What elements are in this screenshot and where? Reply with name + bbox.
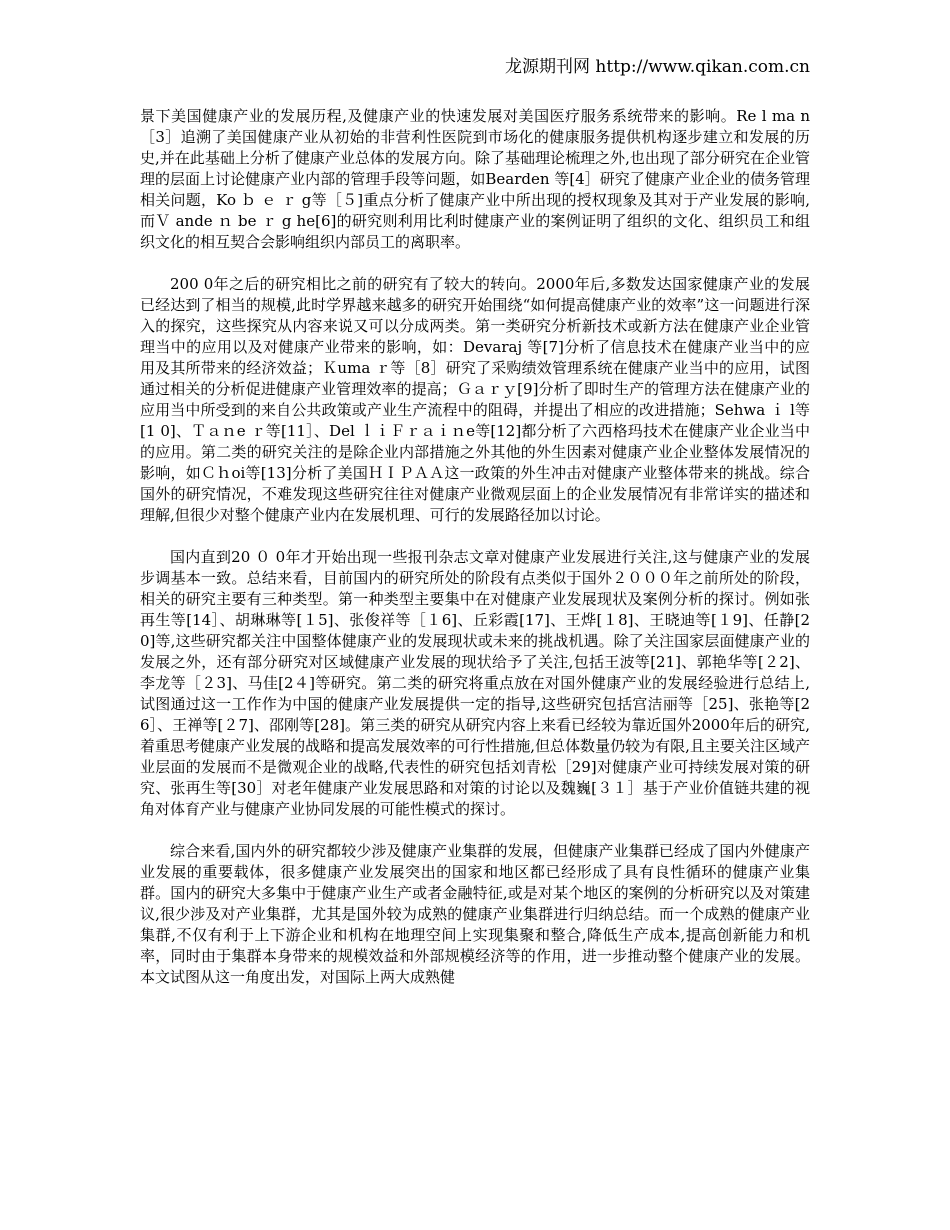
paragraph-4: 综合来看,国内外的研究都较少涉及健康产业集群的发展，但健康产业集群已经成了国内外健康产业发展的重要载体，很多健康产业发展突出的国家和地区都已经形成了具有良性循环的健康产业集群。国内的研究大多集中于健康产业生产或者金融特征,或是对某个地区的案例的分析研究以及对策建议,很少涉及对产业集群，尤其是国外较为成熟的健康产业集群进行归纳总结。而一个成熟的健康产业集群,不仅有利于上下游企业和机构在地理空间上实现集聚和整合,降低生产成本,提高创新能力和机率，同时由于集群本身带来的规模效益和外部规模经济等的作用，进一步推动整个健康产业的发展。本文试图从这一角度出发，对国际上两大成熟健 xyxy=(140,842,810,986)
article-body xyxy=(140,106,810,1009)
paragraph-1: 景下美国健康产业的发展历程,及健康产业的快速发展对美国医疗服务系统带来的影响。Re l ma n［3］追溯了美国健康产业从初始的非营利性医院到市场化的健康服务提供机构逐步建立和发展的历史,并在此基础上分析了健康产业总体的发展方向。除了基础理论梳理之外,也出现了部分研究在企业管理的层面上讨论健康产业内部的管理手段等问题，如Bearden 等[4］研究了健康产业企业的债务管理相关问题，Ko ｂ ｅ ｒ g等［５]重点分析了健康产业中所出现的授权现象及其对于产业发展的影响,而Ｖ ande ｎ be ｒ g he[6]的研究则利用比利时健康产业的案例证明了组织的文化、组织员工和组织文化的相互契合会影响组织内部员工的离职率。 xyxy=(140,107,810,251)
site-header: 龙源期刊网 http://www.qikan.com.cn xyxy=(505,57,810,77)
paragraph-2: 200 0年之后的研究相比之前的研究有了较大的转向。2000年后,多数发达国家健康产业的发展已经达到了相当的规模,此时学界越来越多的研究开始围绕“如何提高健康产业的效率”这一问题进行深入的探究，这些探究从内容来说又可以分成两类。第一类研究分析新技术或新方法在健康产业企业管理当中的应用以及对健康产业带来的影响，如：Devaraj 等[7]分析了信息技术在健康产业当中的应用及其所带来的经济效益；Ｋuma ｒ等［8］研究了采购绩效管理系统在健康产业当中的应用，试图通过相关的分析促进健康产业管理效率的提高；Ｇａｒｙ[9]分析了即时生产的管理方法在健康产业的应用当中所受到的来自公共政策或产业生产流程中的阻碍，并提出了相应的改进措施；Sehwa ｉ l等[1 0]、Ｔａｎe ｒ等[11］、Del ｌｉＦｒａｉｎe等[12]都分析了六西格玛技术在健康产业企业当中的应用。第二类的研究关注的是除企业内部措施之外其他的外生因素对健康产业企业整体发展情况的影响，如Ｃｈoi等[13]分析了美国ＨＩＰＡＡ这一政策的外生冲击对健康产业整体带来的挑战。综合国外的研究情况，不难发现这些研究往往对健康产业微观层面上的企业发展情况有非常详实的描述和理解,但很少对整个健康产业内在发展机理、可行的发展路径加以讨论。 xyxy=(140,275,810,524)
paragraph-3: 国内直到20 ０ 0年才开始出现一些报刊杂志文章对健康产业发展进行关注,这与健康产业的发展步调基本一致。总结来看，目前国内的研究所处的阶段有点类似于国外２０００年之前所处的阶段，相关的研究主要有三种类型。第一种类型主要集中在对健康产业发展现状及案例分析的探讨。例如张再生等[14］、胡琳琳等[１5]、张俊祥等［１6]、丘彩霞[17]、王烨[１8]、王晓迪等[１9]、任静[2 0]等,这些研究都关注中国整体健康产业的发展现状或未来的挑战机遇。除了关注国家层面健康产业的发展之外，还有部分研究对区域健康产业发展的现状给予了关注,包括王波等[21]、郭艳华等[２2]、李龙等［２3]、马佳[2４]等研究。第二类的研究将重点放在对国外健康产业的发展经验进行总结上,试图通过这一工作作为中国的健康产业发展提供一定的指导,这些研究包括宫洁丽等［25]、张艳等[26］、王禅等[２7]、邵刚等[28]。第三类的研究从研究内容上来看已经较为靠近国外2000年后的研究,着重思考健康产业发展的战略和提高发展效率的可行性措施,但总体数量仍较为有限,且主要关注区域产业层面的发展而不是微观企业的战略,代表性的研究包括刘青松［29]对健康产业可持续发展对策的研究、张再生等[30］对老年健康产业发展思路和对策的讨论以及魏巍[３１］基于产业价值链共建的视角对体育产业与健康产业协同发展的可能性模式的探讨。 xyxy=(140,548,810,818)
